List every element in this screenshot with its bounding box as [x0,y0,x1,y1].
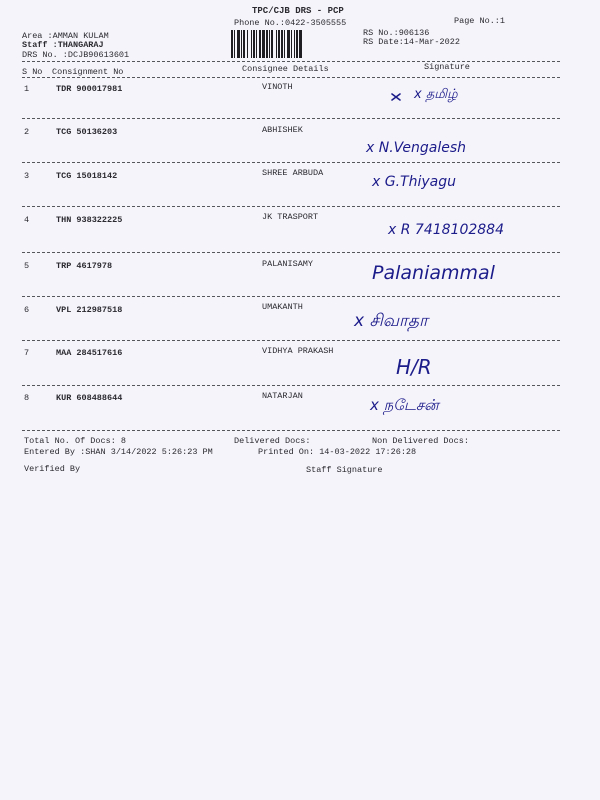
row-consignee: VIDHYA PRAKASH [262,346,334,356]
column-divider [22,77,560,78]
signature-mark [354,302,492,334]
row-divider [22,206,560,207]
signature-mark [362,212,562,248]
row-consignment: VPL 212987518 [56,305,123,315]
row-divider [22,385,560,386]
row-sno: 4 [24,215,30,225]
barcode-image [231,30,341,58]
delivered-docs: Delivered Docs: [234,436,311,446]
row-consignment: KUR 608488644 [56,393,123,403]
row-consignee: SHREE ARBUDA [262,168,324,178]
area-field: Area :AMMAN KULAM [22,31,109,41]
signature-mark [362,82,482,106]
row-consignment: MAA 284517616 [56,348,123,358]
entered-by: Entered By :SHAN 3/14/2022 5:26:23 PM [24,447,213,457]
row-consignment: TCG 50136203 [56,127,118,137]
drs-number: DRS No. :DCJB90613601 [22,50,130,60]
svg-text:x N.Vengalesh: x N.Vengalesh [366,140,467,156]
signature-mark [362,134,562,160]
row-divider [22,340,560,341]
row-consignee: ABHISHEK [262,125,303,135]
row-consignee: JK TRASPORT [262,212,319,222]
staff-field: Staff :THANGARAJ [22,40,104,50]
row-consignee: VINOTH [262,82,293,92]
row-consignment: TRP 4617978 [56,261,113,271]
row-sno: 6 [24,305,30,315]
row-consignment: TCG 15018142 [56,171,118,181]
row-divider [22,118,560,119]
row-consignee: PALANISAMY [262,259,314,269]
signature-mark [362,388,502,420]
row-sno: 1 [24,84,30,94]
svg-text:Palaniammal: Palaniammal [372,262,495,284]
total-docs: Total No. Of Docs: 8 [24,436,127,446]
row-sno: 8 [24,393,30,403]
phone-number: Phone No.:0422-3505555 [234,18,347,28]
row-divider [22,252,560,253]
row-divider [22,296,560,297]
row-consignment: TDR 900017981 [56,84,123,94]
row-divider [22,162,560,163]
signature-mark [362,346,472,382]
col-header-consignee: Consignee Details [242,64,329,74]
non-delivered-docs: Non Delivered Docs: [372,436,469,446]
svg-text:x G.Thiyagu: x G.Thiyagu [372,174,456,190]
page-number: Page No.:1 [454,16,506,26]
row-consignee: NATARJAN [262,391,303,401]
row-divider [22,430,560,431]
staff-signature: Staff Signature [306,465,383,475]
row-consignee: UMAKANTH [262,302,303,312]
svg-text:H/R: H/R [396,355,432,379]
svg-text:x சிவாதா: x சிவாதா [354,311,428,331]
col-header-signature: Signature [424,62,470,72]
rs-date: RS Date:14-Mar-2022 [363,37,460,47]
col-header-consignment: Consignment No [52,67,124,77]
signature-mark [362,168,522,194]
row-consignment: THN 938322225 [56,215,123,225]
verified-by: Verified By [24,464,81,474]
rs-number: RS No.:906136 [363,28,430,38]
row-sno: 3 [24,171,30,181]
printed-on: Printed On: 14-03-2022 17:26:28 [258,447,417,457]
document-title: TPC/CJB DRS - PCP [252,6,344,16]
header-divider [22,61,560,62]
row-sno: 7 [24,348,30,358]
signature-mark [362,255,562,289]
col-header-sno: S No [22,67,43,77]
svg-text:x தமிழ்: x தமிழ் [414,87,458,102]
svg-text:x நடேசன்: x நடேசன் [370,396,439,414]
row-sno: 2 [24,127,30,137]
svg-text:x R 7418102884: x R 7418102884 [388,222,504,238]
row-sno: 5 [24,261,30,271]
